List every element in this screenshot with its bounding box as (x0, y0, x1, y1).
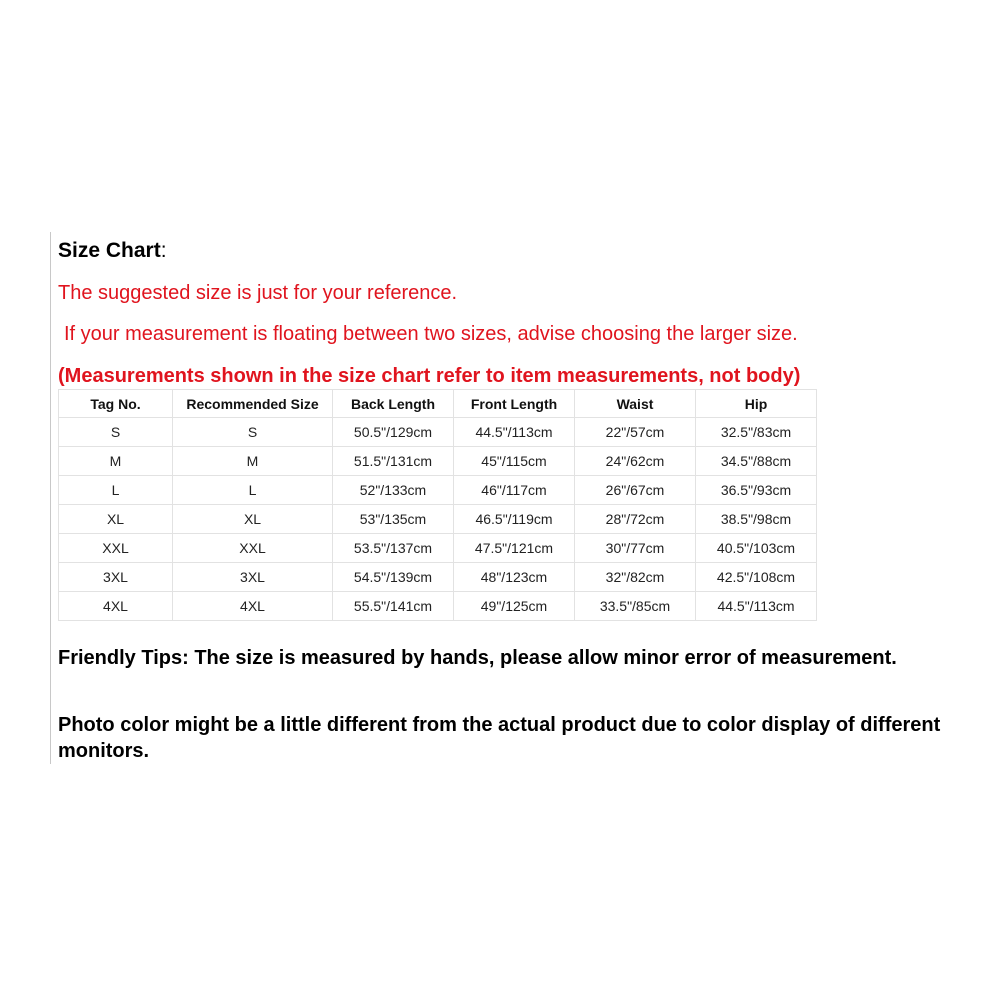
photo-color-note: Photo color might be a little different from the actual product due to color display of different monitors. (58, 714, 941, 762)
cell-recommended: 3XL (173, 563, 333, 592)
header-waist: Waist (575, 390, 696, 418)
cell-recommended: L (173, 476, 333, 505)
cell-tag: 4XL (59, 592, 173, 621)
left-divider (50, 232, 51, 764)
cell-front-length: 47.5"/121cm (454, 534, 575, 563)
size-table (58, 389, 817, 621)
cell-waist: 26"/67cm (575, 476, 696, 505)
title-text: Size Chart (58, 239, 161, 262)
cell-tag: L (59, 476, 173, 505)
cell-back-length: 55.5"/141cm (333, 592, 454, 621)
header-back-length: Back Length (333, 390, 454, 418)
cell-hip: 34.5"/88cm (696, 447, 817, 476)
cell-front-length: 46"/117cm (454, 476, 575, 505)
cell-recommended: M (173, 447, 333, 476)
cell-hip: 40.5"/103cm (696, 534, 817, 563)
cell-back-length: 51.5"/131cm (333, 447, 454, 476)
header-tag-no: Tag No. (59, 390, 173, 418)
cell-front-length: 48"/123cm (454, 563, 575, 592)
table-row (59, 418, 817, 447)
cell-back-length: 53.5"/137cm (333, 534, 454, 563)
cell-tag: 3XL (59, 563, 173, 592)
header-hip: Hip (696, 390, 817, 418)
note-floating: If your measurement is floating between two sizes, advise choosing the larger size. (64, 323, 798, 345)
table-row (59, 592, 817, 621)
cell-waist: 30"/77cm (575, 534, 696, 563)
cell-recommended: XL (173, 505, 333, 534)
table-row (59, 534, 817, 563)
cell-tag: S (59, 418, 173, 447)
cell-back-length: 52"/133cm (333, 476, 454, 505)
table-header-row (59, 390, 817, 418)
cell-waist: 32"/82cm (575, 563, 696, 592)
cell-recommended: S (173, 418, 333, 447)
title-colon: : (160, 239, 167, 262)
cell-recommended: XXL (173, 534, 333, 563)
cell-back-length: 53"/135cm (333, 505, 454, 534)
header-recommended-size: Recommended Size (173, 390, 333, 418)
header-front-length: Front Length (454, 390, 575, 418)
cell-front-length: 49"/125cm (454, 592, 575, 621)
table-row (59, 505, 817, 534)
cell-hip: 42.5"/108cm (696, 563, 817, 592)
cell-hip: 44.5"/113cm (696, 592, 817, 621)
cell-back-length: 50.5"/129cm (333, 418, 454, 447)
cell-waist: 33.5"/85cm (575, 592, 696, 621)
cell-front-length: 44.5"/113cm (454, 418, 575, 447)
page-title (58, 237, 167, 265)
cell-waist: 22"/57cm (575, 418, 696, 447)
cell-recommended: 4XL (173, 592, 333, 621)
cell-tag: XXL (59, 534, 173, 563)
cell-hip: 38.5"/98cm (696, 505, 817, 534)
cell-waist: 24"/62cm (575, 447, 696, 476)
cell-hip: 36.5"/93cm (696, 476, 817, 505)
cell-hip: 32.5"/83cm (696, 418, 817, 447)
cell-tag: XL (59, 505, 173, 534)
cell-tag: M (59, 447, 173, 476)
cell-front-length: 46.5"/119cm (454, 505, 575, 534)
table-row (59, 447, 817, 476)
table-row (59, 563, 817, 592)
note-suggested: The suggested size is just for your reference. (58, 282, 458, 304)
friendly-tips: Friendly Tips: The size is measured by hands, please allow minor error of measurement. (58, 647, 897, 669)
cell-front-length: 45"/115cm (454, 447, 575, 476)
cell-back-length: 54.5"/139cm (333, 563, 454, 592)
note-measurements: (Measurements shown in the size chart refer to item measurements, not body) (58, 365, 801, 387)
table-row (59, 476, 817, 505)
cell-waist: 28"/72cm (575, 505, 696, 534)
